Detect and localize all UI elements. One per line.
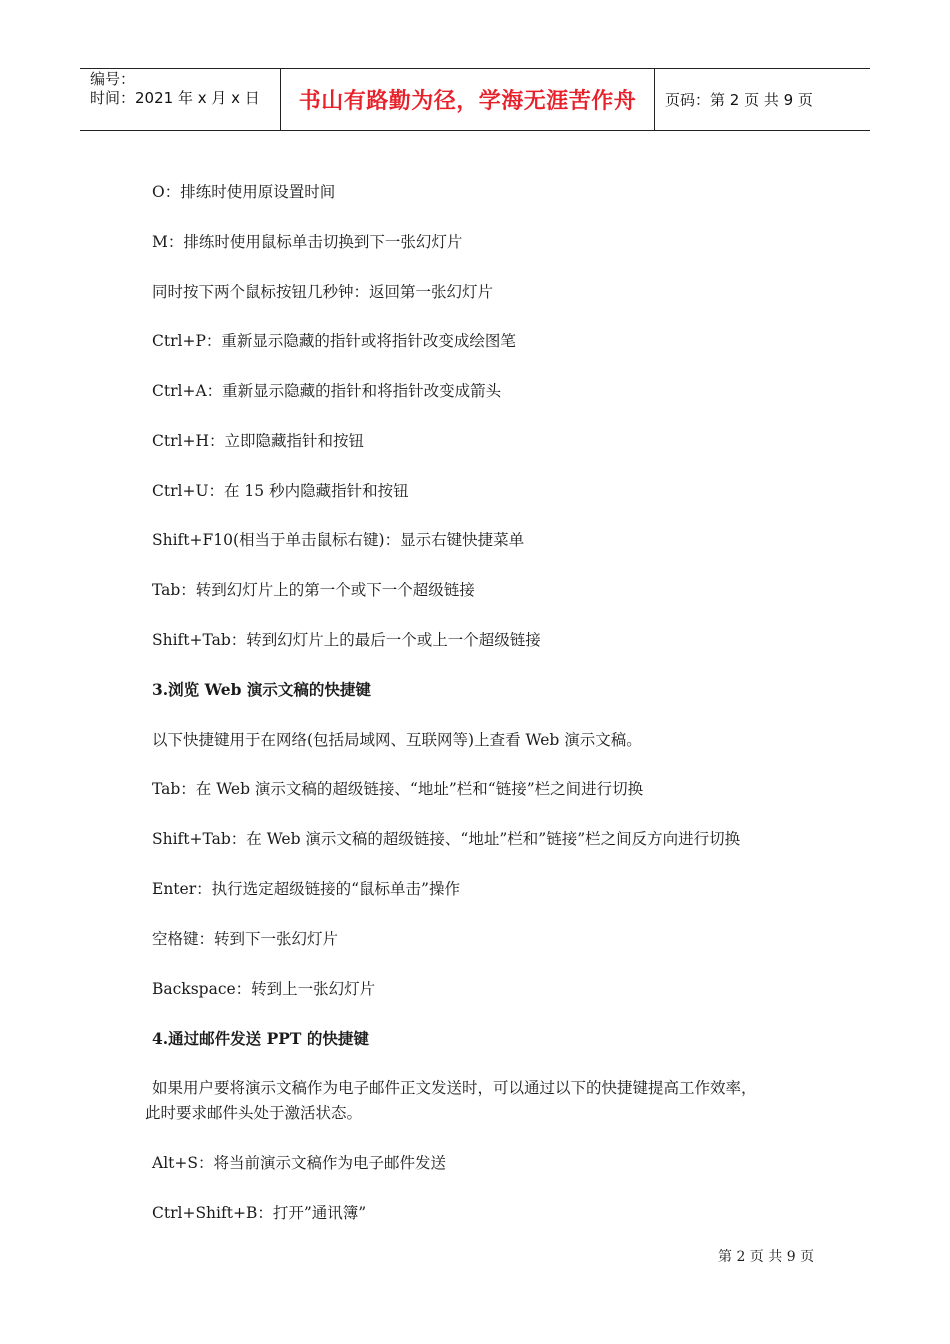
header-motto: 书山有路勤为径，学海无涯苦作舟 [281,69,655,130]
shortcut-line: Shift+Tab：在 Web 演示文稿的超级链接、“地址”栏和”链接”栏之间反方向进行切换 [152,830,741,848]
section-intro-continued: 此时要求邮件头处于激活状态。 [145,1104,363,1122]
header-time-label: 时间：2021 年 x 月 x 日 [90,89,260,107]
shortcut-line: Ctrl+A：重新显示隐藏的指针和将指针改变成箭头 [152,382,502,400]
page-header [80,68,870,131]
section-heading: 4.通过邮件发送 PPT 的快捷键 [152,1029,369,1048]
page-footer: 第 2 页 共 9 页 [718,1249,815,1265]
shortcut-line: 空格键：转到下一张幻灯片 [152,930,339,948]
header-number-label: 编号： [90,70,136,88]
shortcut-line: Alt+S：将当前演示文稿作为电子邮件发送 [152,1154,446,1172]
shortcut-line: 同时按下两个鼠标按钮几秒钟：返回第一张幻灯片 [152,283,494,301]
shortcut-line: Ctrl+Shift+B：打开”通讯簿” [152,1204,367,1222]
shortcut-line: Ctrl+H：立即隐藏指针和按钮 [152,432,364,450]
shortcut-line: Shift+F10(相当于单击鼠标右键)：显示右键快捷菜单 [152,531,525,549]
header-meta [80,69,281,130]
shortcut-line: Shift+Tab：转到幻灯片上的最后一个或上一个超级链接 [152,631,541,649]
shortcut-line: Backspace：转到上一张幻灯片 [152,980,376,998]
shortcut-line: Ctrl+U：在 15 秒内隐藏指针和按钮 [152,482,409,500]
section-intro: 以下快捷键用于在网络(包括局域网、互联网等)上查看 Web 演示文稿。 [152,731,642,749]
header-page-label: 页码：第 2 页 共 9 页 [665,91,813,109]
shortcut-line: Tab：转到幻灯片上的第一个或下一个超级链接 [152,581,475,599]
shortcut-line: Tab：在 Web 演示文稿的超级链接、“地址”栏和“链接”栏之间进行切换 [152,780,644,798]
section-heading: 3.浏览 Web 演示文稿的快捷键 [152,680,371,699]
shortcut-line: M：排练时使用鼠标单击切换到下一张幻灯片 [152,233,463,251]
shortcut-line: O：排练时使用原设置时间 [152,183,336,201]
section-intro: 如果用户要将演示文稿作为电子邮件正文发送时，可以通过以下的快捷键提高工作效率， [152,1079,757,1097]
shortcut-line: Enter：执行选定超级链接的“鼠标单击”操作 [152,880,460,898]
shortcut-line: Ctrl+P：重新显示隐藏的指针或将指针改变成绘图笔 [152,332,516,350]
